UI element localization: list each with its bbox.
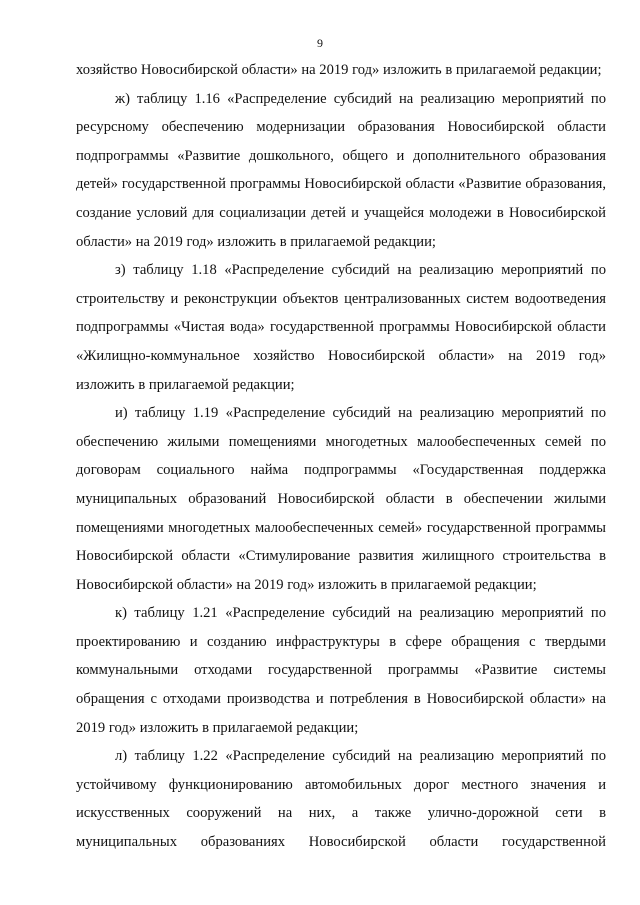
page-number: 9 xyxy=(317,36,323,50)
document-body xyxy=(76,56,606,857)
paragraph-item-i: и) таблицу 1.19 «Распределение субсидий на реализацию мероприятий по обеспечению жилыми помещениями многодетных малообеспеченных семей по договорам социального найма подпрограммы «Государственная поддержка муниципальных образований Новосибирской области в обеспечении жилыми помещениями многодетных малообеспеченных семей» государственной программы Новосибирской области «Стимулирование развития жилищного строительства в Новосибирской области» на 2019 год» изложить в прилагаемой редакции; xyxy=(76,405,606,593)
paragraph-continuation: хозяйство Новосибирской области» на 2019 год» изложить в прилагаемой редакции; xyxy=(76,62,602,78)
paragraph-item-l: л) таблицу 1.22 «Распределение субсидий на реализацию мероприятий по устойчивому функционированию автомобильных дорог местного значения и искусственных сооружений на них, а также улично-дорожной сети в муниципальных образованиях Новосибирской области государственной xyxy=(76,748,606,851)
paragraph-item-z: з) таблицу 1.18 «Распределение субсидий на реализацию мероприятий по строительству и реконструкции объектов централизованных систем водоотведения подпрограммы «Чистая вода» государственной программы Новосибирской области «Жилищно-коммунальное хозяйство Новосибирской области» на 2019 год» изложить в прилагаемой редакции; xyxy=(76,262,606,393)
paragraph-item-k: к) таблицу 1.21 «Распределение субсидий на реализацию мероприятий по проектированию и созданию инфраструктуры в сфере обращения с твердыми коммунальными отходами государственной программы «Развитие системы обращения с отходами производства и потребления в Новосибирской области» на 2019 год» изложить в прилагаемой редакции; xyxy=(76,605,606,736)
paragraph-item-zh: ж) таблицу 1.16 «Распределение субсидий на реализацию мероприятий по ресурсному обеспечению модернизации образования Новосибирской области подпрограммы «Развитие дошкольного, общего и дополнительного образования детей» государственной программы Новосибирской области «Развитие образования, создание условий для социализации детей и учащейся молодежи в Новосибирской области» на 2019 год» изложить в прилагаемой редакции; xyxy=(76,90,606,250)
